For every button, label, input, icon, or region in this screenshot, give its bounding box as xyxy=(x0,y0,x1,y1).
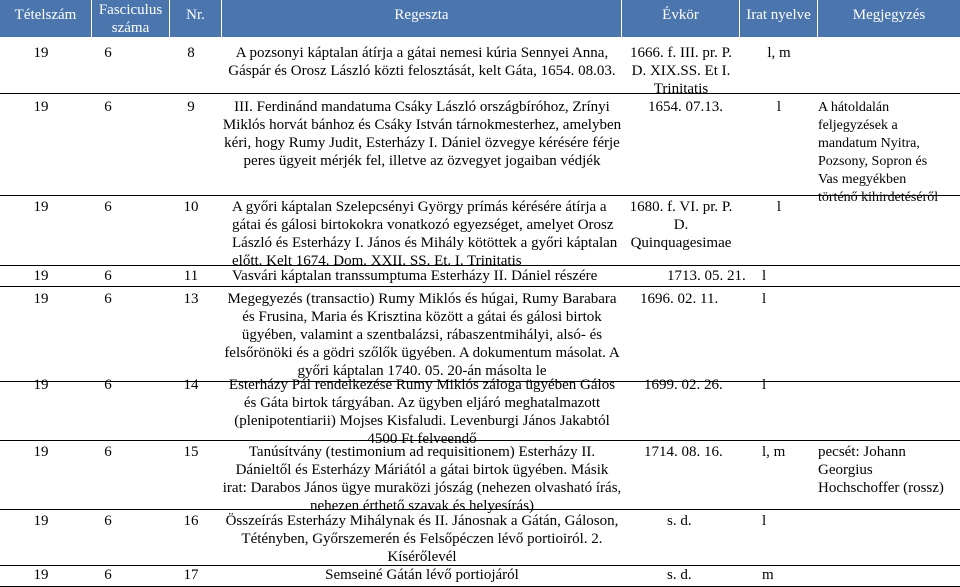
header-regeszta: Regeszta xyxy=(222,0,622,37)
header-megjegyzes: Megjegyzés xyxy=(852,7,926,23)
table-row xyxy=(0,287,960,382)
cell-evkor: 1713. 05. 21. xyxy=(667,268,746,284)
cell-evkor: s. d. xyxy=(667,513,692,529)
cell-nr: 16 xyxy=(183,513,199,529)
cell-irat-nyelve: l xyxy=(776,199,782,215)
cell-evkor: 1714. 08. 16. xyxy=(644,444,723,460)
cell-regeszta: Összeírás Esterházy Mihálynak és II. Jánosnak a Gátán, Gáloson, Tétényben, Győrszemerén és Felsőpéczen lévő portioiról. 2. Kísérőlevél xyxy=(225,513,619,565)
cell-irat-nyelve: l, m xyxy=(767,45,791,61)
cell-irat-nyelve: l xyxy=(762,513,767,529)
cell-fasciculus: 6 xyxy=(104,291,112,307)
header-irat-nyelve: Irat nyelve xyxy=(740,0,818,37)
cell-regeszta: A győri káptalan Szelepcsényi György prímás kérésére átírja a gátai és gálosi birtokokra vonatkozó egyezséget, amelyet Orosz László és Esterházy I. János és Mihály kötöttek a győri káptalan előtt. Kelt 1674. Dom. XXII. SS. Et. I. Trinitatis xyxy=(232,199,618,269)
cell-fasciculus: 6 xyxy=(104,99,112,115)
table-row xyxy=(0,266,960,287)
cell-fasciculus: 6 xyxy=(104,45,112,61)
cell-tetelszam: 19 xyxy=(33,268,49,284)
header-evkor: Évkör xyxy=(622,0,740,37)
header-tetelszam: Tételszám xyxy=(0,0,92,37)
cell-tetelszam: 19 xyxy=(33,513,49,529)
cell-tetelszam: 19 xyxy=(33,45,49,61)
cell-irat-nyelve: l, m xyxy=(762,444,786,460)
cell-evkor: 1680. f. VI. pr. P. D. Quinquagesimae xyxy=(629,199,733,251)
cell-nr: 15 xyxy=(183,444,199,460)
table-row xyxy=(0,37,960,97)
cell-irat-nyelve: l xyxy=(762,377,767,393)
cell-irat-nyelve: l xyxy=(762,291,767,307)
cell-regeszta: Megegyezés (transactio) Rumy Miklós és húgai, Rumy Barabara és Frusina, Maria és Krisztina között a gátai és gálosi birtok ügyében, valamint a szentbalázsi, rábaszentmihályi, alsó- és felsőrönöki és a gödri szőlők ügyében. A dokumentum másolat. A győri káptalan 1740. 05. 20-án másolta le xyxy=(224,291,620,379)
cell-evkor: 1654. 07.13. xyxy=(648,99,723,115)
cell-regeszta: Tanúsítvány (testimonium ad requisitionem) Esterházy II. Dánieltől és Esterházy Máriától a gátai birtok ügyében. Másik irat: Darabos János ügye muraközi jószág (nehezen olvasható írás, nehezen érthető szavak és helyesírás) xyxy=(222,444,622,514)
cell-regeszta: Vasvári káptalan transsumptuma Esterházy II. Dániel részére xyxy=(232,268,598,284)
cell-nr: 8 xyxy=(187,45,195,61)
cell-tetelszam: 19 xyxy=(33,444,49,460)
cell-irat-nyelve: l xyxy=(762,268,767,284)
cell-tetelszam: 19 xyxy=(33,99,49,115)
cell-evkor: 1666. f. III. pr. P. D. XIX.SS. Et I. Trinitatis xyxy=(629,45,733,97)
cell-nr: 14 xyxy=(183,377,199,393)
cell-tetelszam: 19 xyxy=(33,567,49,583)
cell-nr: 13 xyxy=(183,291,199,307)
cell-nr: 17 xyxy=(183,567,199,583)
cell-irat-nyelve: l xyxy=(776,99,782,115)
header-nr: Nr. xyxy=(170,0,222,37)
cell-fasciculus: 6 xyxy=(104,444,112,460)
cell-evkor: 1696. 02. 11. xyxy=(640,291,719,307)
cell-fasciculus: 6 xyxy=(104,199,112,215)
table-row xyxy=(0,94,960,205)
cell-nr: 10 xyxy=(183,199,199,215)
cell-fasciculus: 6 xyxy=(104,377,112,393)
table-row xyxy=(0,566,960,587)
cell-evkor: s. d. xyxy=(667,567,692,583)
cell-nr: 9 xyxy=(187,99,195,115)
cell-nr: 11 xyxy=(183,268,199,284)
cell-irat-nyelve: m xyxy=(762,567,774,583)
table-row xyxy=(0,510,960,566)
cell-regeszta: A pozsonyi káptalan átírja a gátai nemesi kúria Sennyei Anna, Gáspár és Orosz László közti felosztását, kelt Gáta, 1654. 08.03. xyxy=(228,45,616,79)
cell-fasciculus: 6 xyxy=(104,513,112,529)
cell-megjegyzes: pecsét: Johann Georgius Hochschoffer (rossz) xyxy=(818,444,944,496)
cell-regeszta: Esterházy Pál rendelkezése Rumy Miklós záloga ügyében Gálos és Gáta birtok tárgyában. Az ügyben eljáró meghatalmazott (plenipotentiarii) Mojses Kisfaludi. Levenburgi János Jakabtól 4500 Ft felveendő xyxy=(228,377,616,447)
cell-regeszta: III. Ferdinánd mandatuma Csáky László országbíróhoz, Zrínyi Miklós horvát bánhoz és Csáky István tárnokmesterhez, amelyben kéri, hogy Rumy Judit, Esterházy I. Dániel özvegye kérésére férje peres ügyeit mérjék fel, illetve az özvegyet jogaiban védjék xyxy=(222,99,622,169)
cell-fasciculus: 6 xyxy=(104,567,112,583)
header-fasciculus: Fasciculus száma xyxy=(92,0,170,37)
cell-evkor: 1699. 02. 26. xyxy=(644,377,723,393)
cell-tetelszam: 19 xyxy=(33,199,49,215)
cell-tetelszam: 19 xyxy=(33,291,49,307)
cell-megjegyzes: A hátoldalán feljegyzések a mandatum Nyitra, Pozsony, Sopron és Vas megyékben történő kihirdetéséről xyxy=(818,100,939,205)
cell-tetelszam: 19 xyxy=(33,377,49,393)
table-header xyxy=(0,0,960,37)
table-row xyxy=(0,196,960,269)
table-row xyxy=(0,377,960,447)
table-row xyxy=(0,441,960,514)
cell-regeszta: Semseiné Gátán lévő portiojáról xyxy=(325,567,519,583)
cell-fasciculus: 6 xyxy=(104,268,112,284)
